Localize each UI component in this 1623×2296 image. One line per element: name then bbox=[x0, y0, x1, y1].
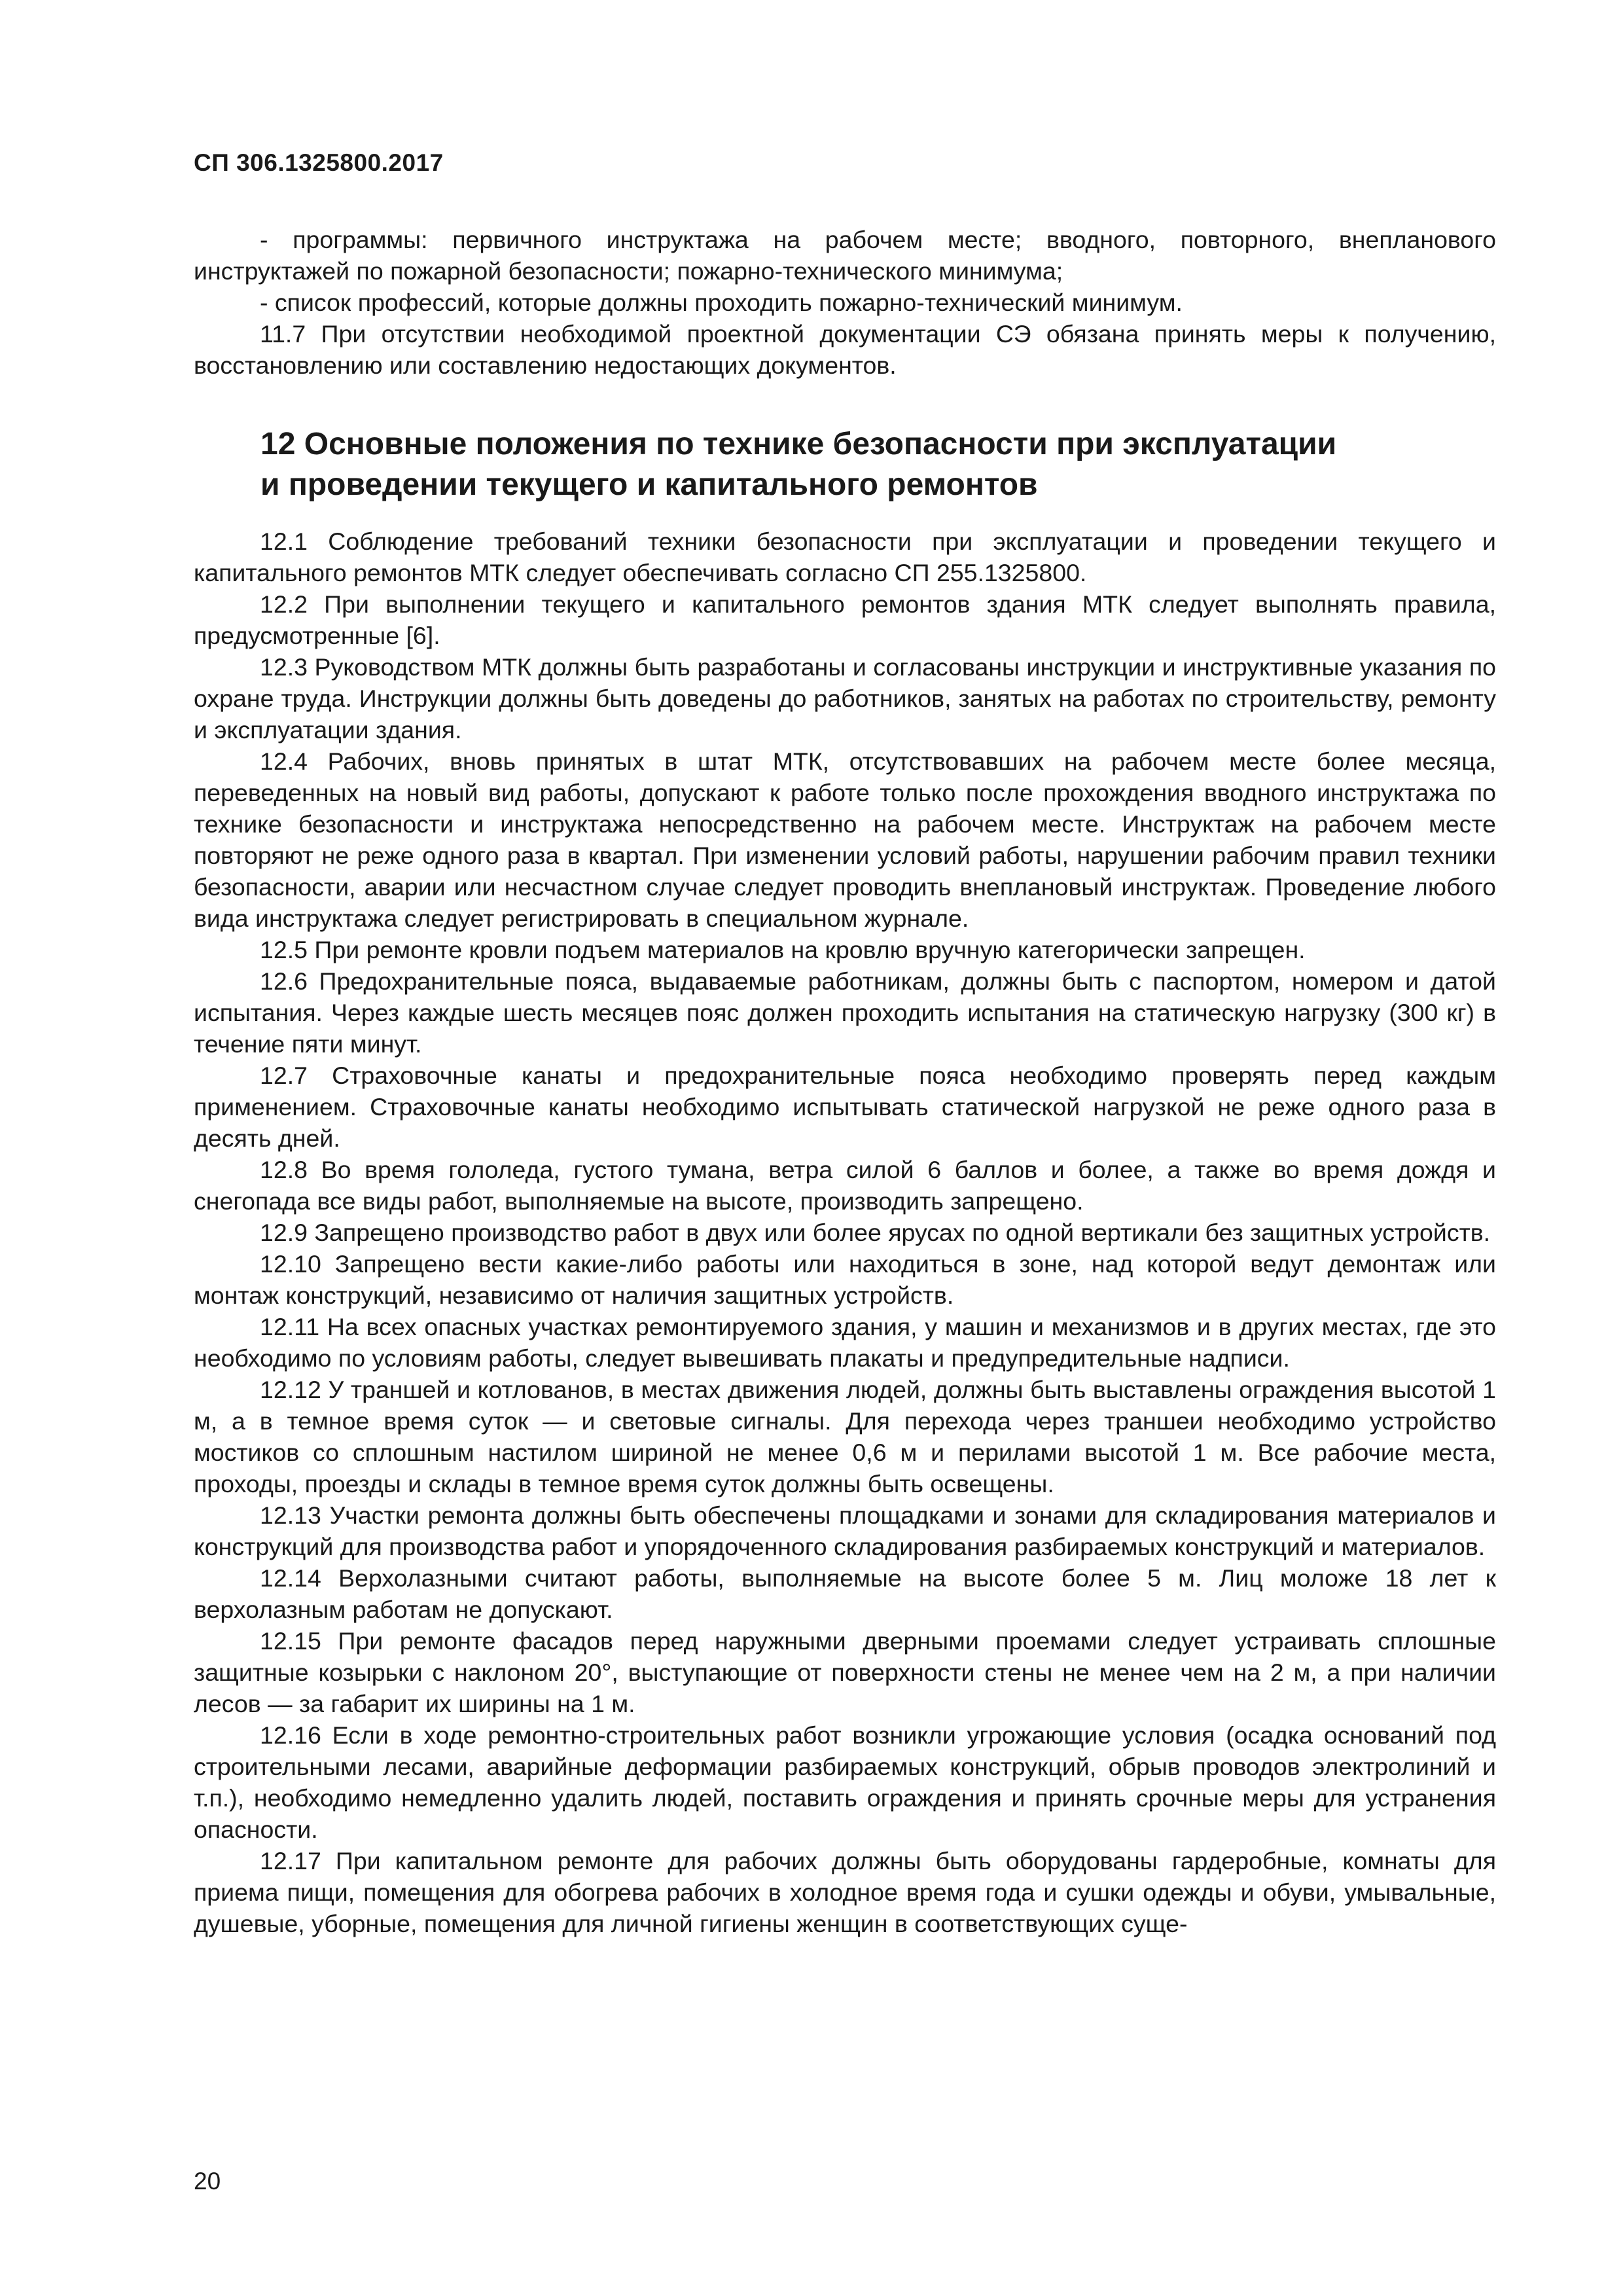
clause-12-15: 12.15 При ремонте фасадов перед наружными дверными проемами следует устраивать сплошные защитные козырьки с наклоном 20°, выступающие от поверхности стены не менее чем на 2 м, а при наличии лесов — за габарит их ширины на 1 м. bbox=[194, 1627, 1496, 1717]
section-body bbox=[194, 526, 1496, 1939]
clause-12-17: 12.17 При капитальном ремонте для рабочих должны быть оборудованы гардеробные, комнаты для приема пищи, помещения для обогрева рабочих в холодное время года и сушки одежды и обуви, умывальные, душевые, уборные, помещения для личной гигиены женщин в соответствующих суще- bbox=[194, 1847, 1496, 1937]
clause-12-8: 12.8 Во время гололеда, густого тумана, ветра силой 6 баллов и более, а также во время дождя и снегопада все виды работ, выполняемые на высоте, производить запрещено. bbox=[194, 1156, 1496, 1215]
clause-12-11: 12.11 На всех опасных участках ремонтируемого здания, у машин и механизмов и в других местах, где это необходимо по условиям работы, следует вывешивать плакаты и предупредительные надписи. bbox=[194, 1313, 1496, 1372]
clause-12-4: 12.4 Рабочих, вновь принятых в штат МТК, отсутствовавших на рабочем месте более месяца, переведенных на новый вид работы, допускают к работе только после прохождения вводного инструктажа по технике безопасности и инструктажа непосредственно на рабочем месте. Инструктаж на рабочем месте повторяют не реже одного раза в квартал. При изменении условий работы, нарушении рабочим правил техники безопасности, аварии или несчастном случае следует проводить внеплановый инструктаж. Проведение любого вида инструктажа следует регистрировать в специальном журнале. bbox=[194, 747, 1496, 932]
clause-12-14: 12.14 Верхолазными считают работы, выполняемые на высоте более 5 м. Лиц моложе 18 лет к верхолазным работам не допускают. bbox=[194, 1564, 1496, 1623]
section-title bbox=[260, 424, 1504, 505]
document-code: СП 306.1325800.2017 bbox=[194, 149, 444, 176]
paragraph: 11.7 При отсутствии необходимой проектной документации СЭ обязана принять меры к получению, восстановлению или составлению недостающих документов. bbox=[194, 320, 1496, 379]
paragraph: - программы: первичного инструктажа на рабочем месте; вводного, повторного, внепланового инструктажей по пожарной безопасности; пожарно-технического минимума; bbox=[194, 226, 1496, 285]
clause-12-5: 12.5 При ремонте кровли подъем материалов на кровлю вручную категорически запрещен. bbox=[260, 936, 1306, 963]
clause-12-9: 12.9 Запрещено производство работ в двух или более ярусах по одной вертикали без защитных устройств. bbox=[260, 1219, 1491, 1246]
section-title-line-1: 12 Основные положения по технике безопасности при эксплуатации bbox=[260, 427, 1337, 461]
clause-12-1: 12.1 Соблюдение требований техники безопасности при эксплуатации и проведении текущего и капитального ремонтов МТК следует обеспечивать согласно СП 255.1325800. bbox=[194, 528, 1496, 586]
clause-12-13: 12.13 Участки ремонта должны быть обеспечены площадками и зонами для складирования материалов и конструкций для производства работ и упорядоченного складирования разбираемых конструкций и материалов. bbox=[194, 1501, 1496, 1560]
clause-12-3: 12.3 Руководством МТК должны быть разработаны и согласованы инструкции и инструктивные указания по охране труда. Инструкции должны быть доведены до работников, занятых на работах по строительству, ремонту и эксплуатации здания. bbox=[194, 653, 1496, 744]
paragraph: - список профессий, которые должны проходить пожарно-технический минимум. bbox=[260, 289, 1183, 316]
clause-12-6: 12.6 Предохранительные пояса, выдаваемые работникам, должны быть с паспортом, номером и датой испытания. Через каждые шесть месяцев пояс должен проходить испытания на статическую нагрузку (300 кг) в течение пяти минут. bbox=[194, 967, 1496, 1058]
clause-12-7: 12.7 Страховочные канаты и предохранительные пояса необходимо проверять перед каждым применением. Страховочные канаты необходимо испытывать статической нагрузкой не реже одного раза в десять дней. bbox=[194, 1062, 1496, 1152]
clause-12-10: 12.10 Запрещено вести какие-либо работы или находиться в зоне, над которой ведут демонтаж или монтаж конструкций, независимо от наличия защитных устройств. bbox=[194, 1250, 1496, 1309]
section-title-line-2: и проведении текущего и капитального ремонтов bbox=[260, 467, 1038, 502]
clause-12-12: 12.12 У траншей и котлованов, в местах движения людей, должны быть выставлены ограждения высотой 1 м, а в темное время суток — и световые сигналы. Для перехода через траншеи необходимо устройство мостиков со сплошным настилом шириной не менее 0,6 м и перилами высотой 1 м. Все рабочие места, проходы, проезды и склады в темное время суток должны быть освещены. bbox=[194, 1376, 1496, 1498]
top-text-block bbox=[194, 224, 1496, 381]
page-number: 20 bbox=[194, 2168, 221, 2195]
clause-12-16: 12.16 Если в ходе ремонтно-строительных работ возникли угрожающие условия (осадка оснований под строительными лесами, аварийные деформации разбираемых конструкций, обрыв проводов электролиний и т.п.), необходимо немедленно удалить людей, поставить ограждения и принять срочные меры для устранения опасности. bbox=[194, 1721, 1496, 1843]
clause-12-2: 12.2 При выполнении текущего и капитального ремонтов здания МТК следует выполнять правила, предусмотренные [6]. bbox=[194, 590, 1496, 649]
